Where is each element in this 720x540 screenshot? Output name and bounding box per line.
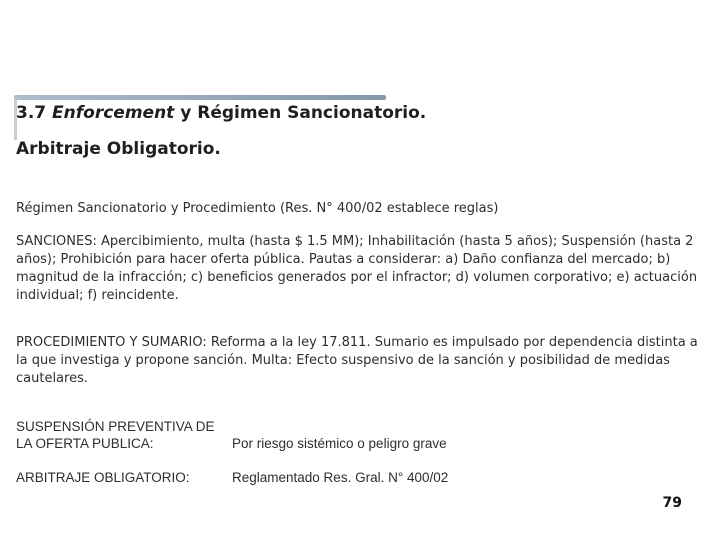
paragraph-procedimiento: PROCEDIMIENTO Y SUMARIO: Reforma a la ley 17.811. Sumario es impulsado por dependencia distinta a la que investiga y propone sanción. Multa: Efecto suspensivo de la sanción y posibilidad de medidas cautelares. bbox=[16, 335, 698, 386]
title-prefix: 3.7 bbox=[16, 103, 53, 123]
arbitraje-value: Reglamentado Res. Gral. N° 400/02 bbox=[232, 470, 449, 485]
title-rest: y Régimen Sancionatorio. bbox=[174, 103, 427, 123]
suspension-value: Por riesgo sistémico o peligro grave bbox=[232, 436, 447, 451]
paragraph-sanciones: SANCIONES: Apercibimiento, multa (hasta $ 1.5 MM); Inhabilitación (hasta 5 años); Suspensión (hasta 2 años); Prohibición para hacer oferta pública. Pautas a considerar: a) Daño confianza del mercado; b) magnitud de la infracción; c) beneficios generados por el infractor; d) volumen corporativo; e) actuación individual; f) reincidente. bbox=[16, 234, 698, 303]
title-accent-rule bbox=[14, 95, 386, 100]
page-number: 79 bbox=[662, 495, 682, 511]
paragraph-regimen: Régimen Sancionatorio y Procedimiento (Res. N° 400/02 establece reglas) bbox=[16, 201, 499, 216]
title-emphasis: Enforcement bbox=[52, 103, 175, 123]
slide-title-line-2: Arbitraje Obligatorio. bbox=[16, 139, 221, 159]
slide-title-line-1 bbox=[16, 103, 426, 123]
suspension-label: SUSPENSIÓN PREVENTIVA DE LA OFERTA PUBLICA: bbox=[16, 419, 215, 451]
arbitraje-label: ARBITRAJE OBLIGATORIO: bbox=[16, 470, 190, 485]
